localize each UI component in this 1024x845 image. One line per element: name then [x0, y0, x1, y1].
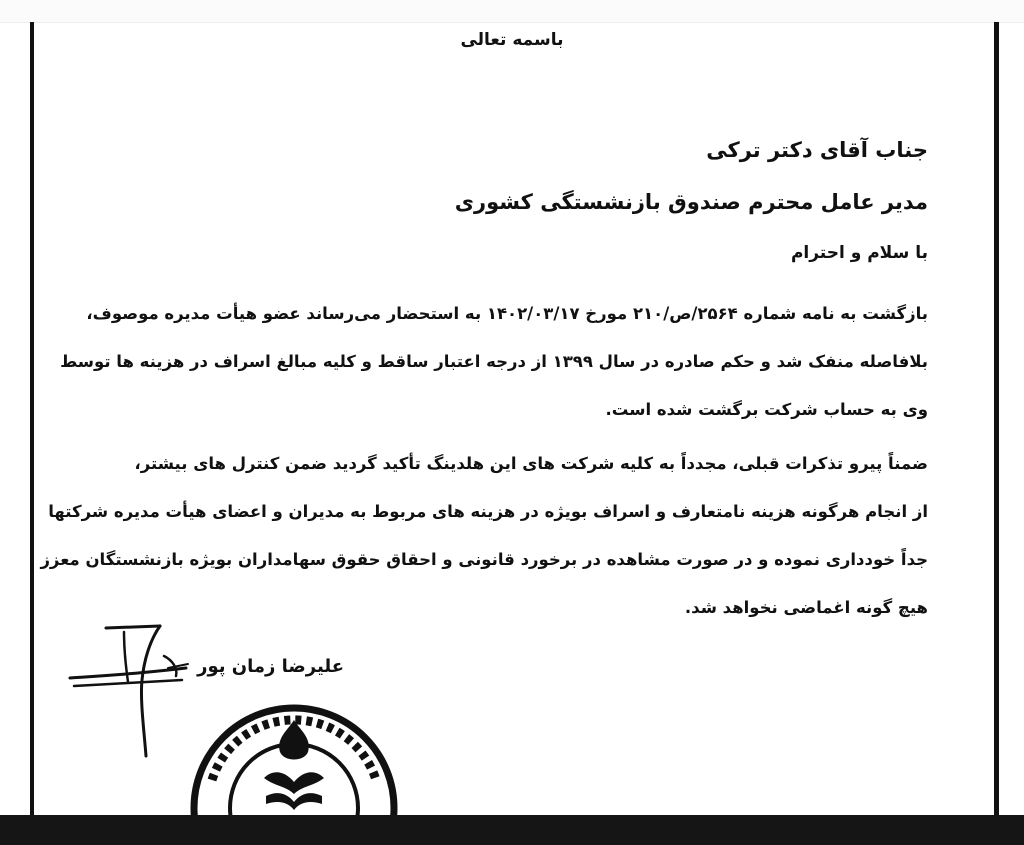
- letter-heading: باسمه تعالی: [460, 30, 564, 50]
- paragraph-line: وی به حساب شرکت برگشت شده است.: [605, 400, 928, 419]
- greeting: با سلام و احترام: [790, 243, 928, 263]
- paragraph-2: [40, 440, 928, 632]
- paragraph-line: از انجام هرگونه هزینه نامتعارف و اسراف بویژه در هزینه های مربوط به مدیران و اعضای هیأت مدیره شرکتها: [48, 502, 928, 521]
- left-frame-border: [30, 22, 34, 815]
- addressee-title: مدیر عامل محترم صندوق بازنشستگی کشوری: [454, 190, 928, 214]
- signature-icon: [68, 620, 198, 760]
- bottom-bar: [0, 815, 1024, 845]
- addressee-name: جناب آقای دکتر ترکی: [706, 138, 928, 162]
- right-frame-border: [994, 22, 999, 815]
- paragraph-line: هیچ گونه اغماضی نخواهد شد.: [684, 598, 928, 617]
- paragraph-line: جداً خودداری نموده و در صورت مشاهده در برخورد قانونی و احقاق حقوق سهامداران بویژه بازنشستگان معزز: [40, 550, 928, 569]
- top-strip: [0, 0, 1024, 23]
- paragraph-line: بازگشت به نامه شماره ۲۵۶۴/ص/۲۱۰ مورخ ۱۴۰۲/۰۳/۱۷ به استحضار می‌رساند عضو هیأت مدیره موصوف،: [86, 304, 928, 323]
- paragraph-line: ضمناً پیرو تذکرات قبلی، مجدداً به کلیه شرکت های این هلدینگ تأکید گردید ضمن کنترل های بیشتر،: [134, 454, 928, 473]
- signer-name: علیرضا زمان پور: [197, 656, 344, 677]
- paragraph-line: بلافاصله منفک شد و حکم صادره در سال ۱۳۹۹ از درجه اعتبار ساقط و کلیه مبالغ اسراف در هزینه ها توسط: [60, 352, 928, 371]
- organization-seal-icon: [188, 690, 400, 815]
- paragraph-1: [60, 290, 928, 434]
